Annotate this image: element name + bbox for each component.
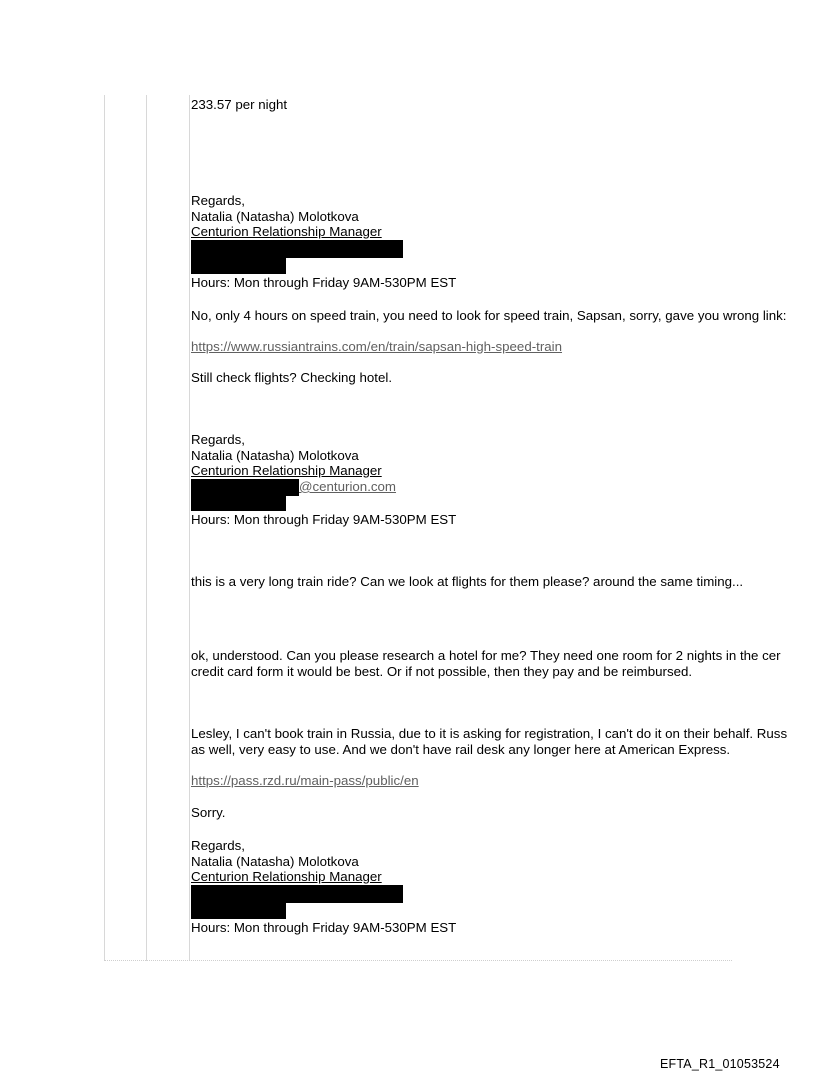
message-booking [191, 726, 787, 820]
email-link[interactable]: @centurion.com [299, 478, 397, 494]
regards-text: Regards, [191, 193, 245, 208]
sorry-text: Sorry. [191, 804, 226, 820]
hours-text: Hours: Mon through Friday 9AM-530PM EST [191, 274, 457, 290]
hours-text: Hours: Mon through Friday 9AM-530PM EST [191, 511, 457, 527]
message-hotel [191, 648, 781, 679]
message-line: Lesley, I can't book train in Russia, due to it is asking for registration, I can't do it on their behalf. Russ [191, 726, 788, 741]
sender-name: Natalia (Natasha) Molotkova [191, 447, 359, 463]
sender-title: Centurion Relationship Manager [191, 224, 382, 240]
message-flights: this is a very long train ride? Can we look at flights for them please? around the same timing... [191, 574, 744, 589]
russiantrains-link[interactable]: https://www.russiantrains.com/en/train/sapsan-high-speed-train [191, 338, 563, 354]
rate-text: 233.57 per night [191, 97, 288, 112]
message-line: as well, very easy to use. And we don't have rail desk any longer here at American Express. [191, 741, 731, 757]
message-line: credit card form it would be best. Or if not possible, then they pay and be reimbursed. [191, 663, 693, 679]
signature-block-3 [191, 838, 456, 935]
redaction-block [191, 495, 286, 511]
table-border-right [189, 95, 190, 961]
followup-text: Still check flights? Checking hotel. [191, 370, 393, 386]
redaction-block [191, 479, 299, 496]
email-thread-content [191, 96, 816, 966]
redaction-block [191, 240, 403, 258]
redaction-block [191, 885, 403, 903]
signature-block-2 [191, 432, 456, 527]
redaction-block [191, 258, 286, 274]
rzd-link[interactable]: https://pass.rzd.ru/main-pass/public/en [191, 773, 419, 789]
sender-title: Centurion Relationship Manager [191, 869, 382, 885]
table-border-middle [146, 95, 147, 961]
hours-text: Hours: Mon through Friday 9AM-530PM EST [191, 919, 457, 935]
redaction-block [191, 903, 286, 919]
sender-name: Natalia (Natasha) Molotkova [191, 208, 359, 224]
message-speed-train [191, 308, 787, 386]
regards-text: Regards, [191, 432, 245, 447]
message-line: ok, understood. Can you please research a hotel for me? They need one room for 2 nights in the cer [191, 648, 781, 663]
regards-text: Regards, [191, 838, 245, 853]
signature-block-1 [191, 193, 456, 290]
table-border-left [104, 95, 105, 961]
message-text: No, only 4 hours on speed train, you need to look for speed train, Sapsan, sorry, gave you wrong link: [191, 308, 787, 323]
sender-title: Centurion Relationship Manager [191, 463, 382, 479]
document-id-footer: EFTA_R1_01053524 [660, 1057, 780, 1071]
sender-name: Natalia (Natasha) Molotkova [191, 853, 359, 869]
